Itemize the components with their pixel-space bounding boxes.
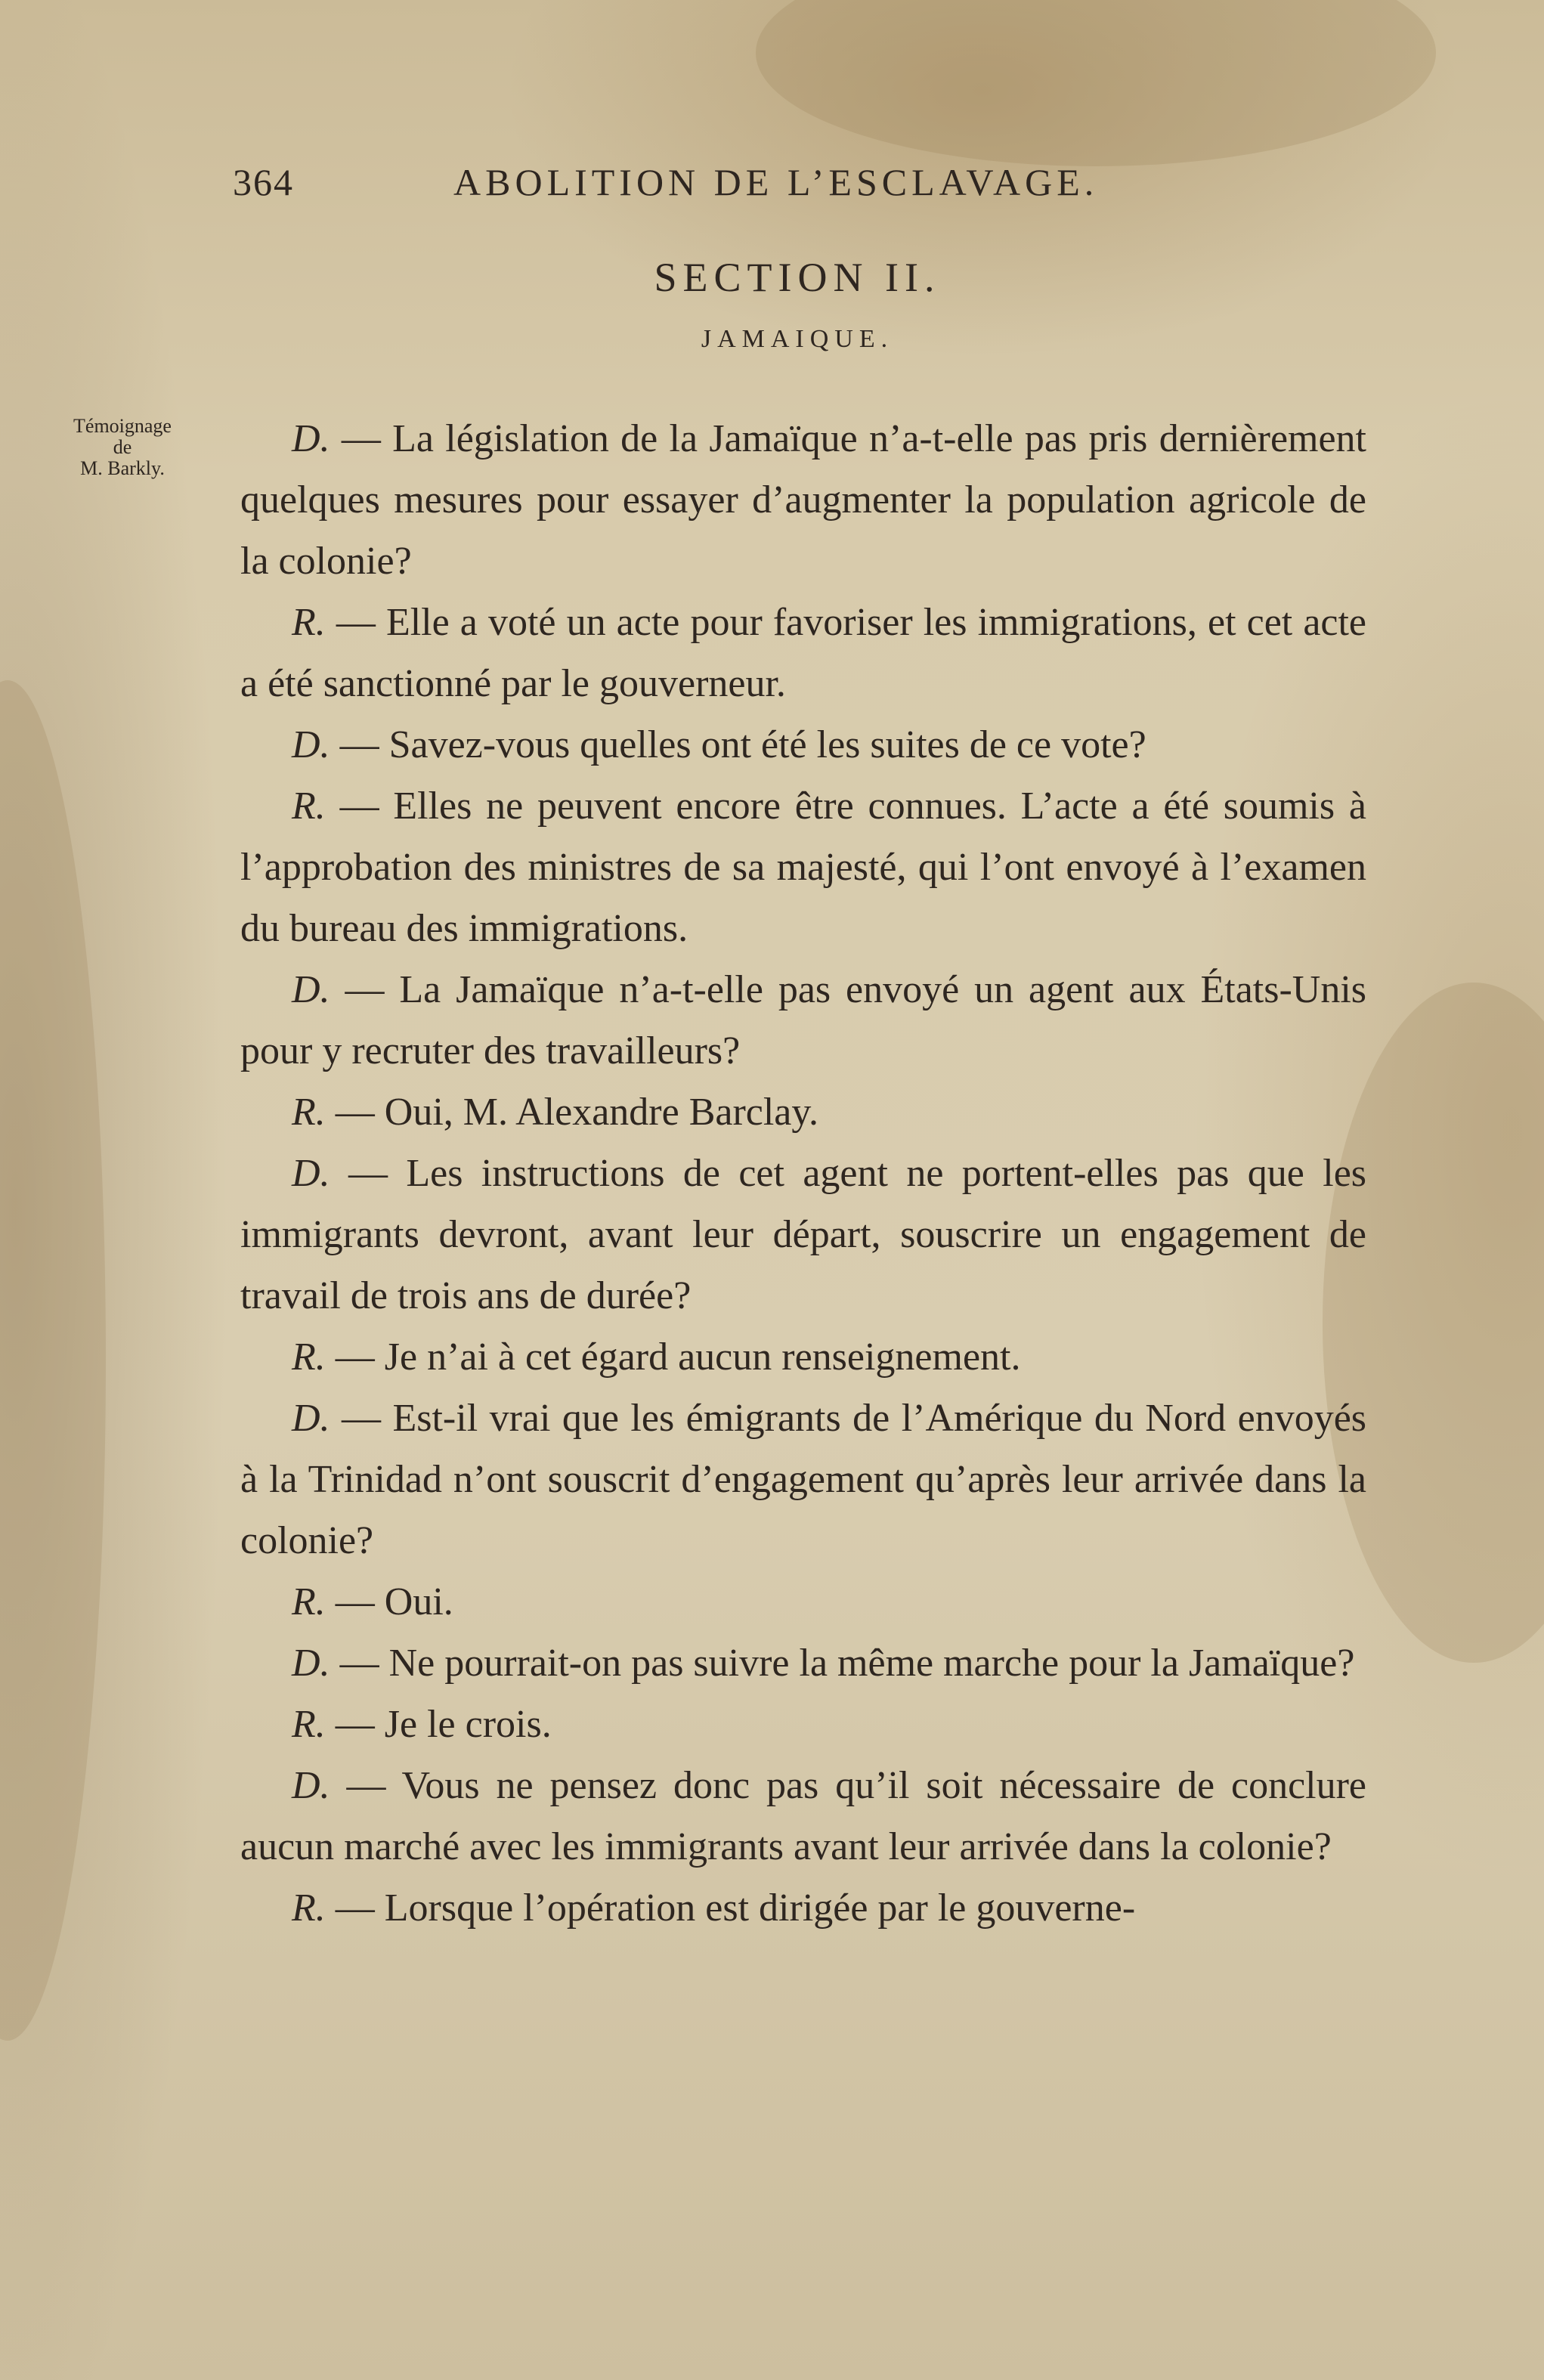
running-header	[233, 160, 1140, 213]
margin-note-line: M. Barkly.	[80, 457, 165, 479]
speaker-label: D.	[292, 1764, 330, 1807]
paragraph-text: Je le crois.	[384, 1703, 552, 1746]
paper-stain	[756, 0, 1436, 166]
dash-separator: —	[325, 601, 386, 644]
dialogue-paragraph	[240, 1571, 1366, 1633]
dash-separator: —	[325, 1703, 385, 1746]
dialogue-paragraph	[240, 1633, 1366, 1694]
dialogue-paragraph	[240, 408, 1366, 592]
dialogue-paragraph	[240, 714, 1366, 775]
dialogue-paragraph	[240, 1755, 1366, 1877]
dialogue-paragraph	[240, 1877, 1366, 1939]
dash-separator: —	[330, 1152, 407, 1195]
paragraph-text: Ne pourrait-on pas suivre la même marche pour la Jamaïque?	[388, 1642, 1355, 1685]
paragraph-text: Vous ne pensez donc pas qu’il soit nécessaire de conclure aucun marché avec les immigrants avant leur arrivée dans la colonie?	[240, 1764, 1367, 1868]
dialogue-paragraph	[240, 1143, 1366, 1326]
page-number: 364	[233, 161, 294, 203]
speaker-label: D.	[292, 1397, 330, 1440]
paper-stain	[0, 680, 106, 2041]
paragraph-text: Oui.	[384, 1580, 453, 1623]
dash-separator: —	[325, 1580, 385, 1623]
speaker-label: R.	[292, 601, 326, 644]
margin-note-line: Témoignage	[73, 415, 172, 437]
paragraph-text: Oui, M. Alexandre Barclay.	[384, 1091, 818, 1134]
margin-note	[47, 416, 198, 479]
speaker-label: R.	[292, 1335, 326, 1379]
dialogue-text	[240, 408, 1366, 1939]
paragraph-text: Je n’ai à cet égard aucun renseignement.	[384, 1335, 1021, 1379]
dialogue-paragraph	[240, 1326, 1366, 1388]
paragraph-text: Les instructions de cet agent ne portent-elles pas que les immigrants devront, avant leur départ, souscrire un engagement de travail de trois ans de durée?	[240, 1152, 1367, 1317]
dialogue-paragraph	[240, 592, 1366, 714]
dialogue-paragraph	[240, 1082, 1366, 1143]
dialogue-paragraph	[240, 1388, 1366, 1571]
paragraph-text: Elles ne peuvent encore être connues. L’acte a été soumis à l’approbation des ministres de sa majesté, qui l’ont envoyé à l’examen du bureau des immigrations.	[240, 785, 1366, 950]
speaker-label: R.	[292, 1886, 326, 1930]
speaker-label: D.	[292, 968, 330, 1011]
section-title: SECTION II.	[654, 255, 941, 300]
dialogue-paragraph	[240, 775, 1366, 959]
speaker-label: D.	[292, 1152, 330, 1195]
subsection-title: JAMAIQUE.	[701, 325, 894, 353]
running-title: ABOLITION DE L’ESCLAVAGE.	[453, 161, 1099, 203]
dash-separator: —	[330, 968, 400, 1011]
dash-separator: —	[330, 723, 389, 766]
dash-separator: —	[330, 1397, 393, 1440]
paragraph-text: Savez-vous quelles ont été les suites de ce vote?	[388, 723, 1146, 766]
speaker-label: R.	[292, 1703, 326, 1746]
paragraph-text: La législation de la Jamaïque n’a-t-elle pas pris dernièrement quelques mesures pour essayer d’augmenter la population agricole de la colonie?	[240, 417, 1367, 583]
paragraph-text: Lorsque l’opération est dirigée par le gouverne-	[384, 1886, 1136, 1930]
margin-note-line: de	[113, 436, 132, 458]
dash-separator: —	[325, 1335, 385, 1379]
dialogue-paragraph	[240, 959, 1366, 1082]
dash-separator: —	[325, 1091, 385, 1134]
dash-separator: —	[325, 785, 394, 828]
dash-separator: —	[325, 1886, 385, 1930]
speaker-label: R.	[292, 1091, 326, 1134]
paragraph-text: Est-il vrai que les émigrants de l’Amérique du Nord envoyés à la Trinidad n’ont souscrit d’engagement qu’après leur arrivée dans la colonie?	[240, 1397, 1367, 1562]
dash-separator: —	[330, 417, 393, 460]
dash-separator: —	[330, 1764, 402, 1807]
speaker-label: R.	[292, 1580, 326, 1623]
paragraph-text: Elle a voté un acte pour favoriser les immigrations, et cet acte a été sanctionné par le gouverneur.	[240, 601, 1367, 705]
dialogue-paragraph	[240, 1694, 1366, 1755]
speaker-label: D.	[292, 417, 330, 460]
speaker-label: D.	[292, 1642, 330, 1685]
paragraph-text: La Jamaïque n’a-t-elle pas envoyé un agent aux États-Unis pour y recruter des travailleurs?	[240, 968, 1367, 1072]
speaker-label: R.	[292, 785, 326, 828]
speaker-label: D.	[292, 723, 330, 766]
dash-separator: —	[330, 1642, 389, 1685]
